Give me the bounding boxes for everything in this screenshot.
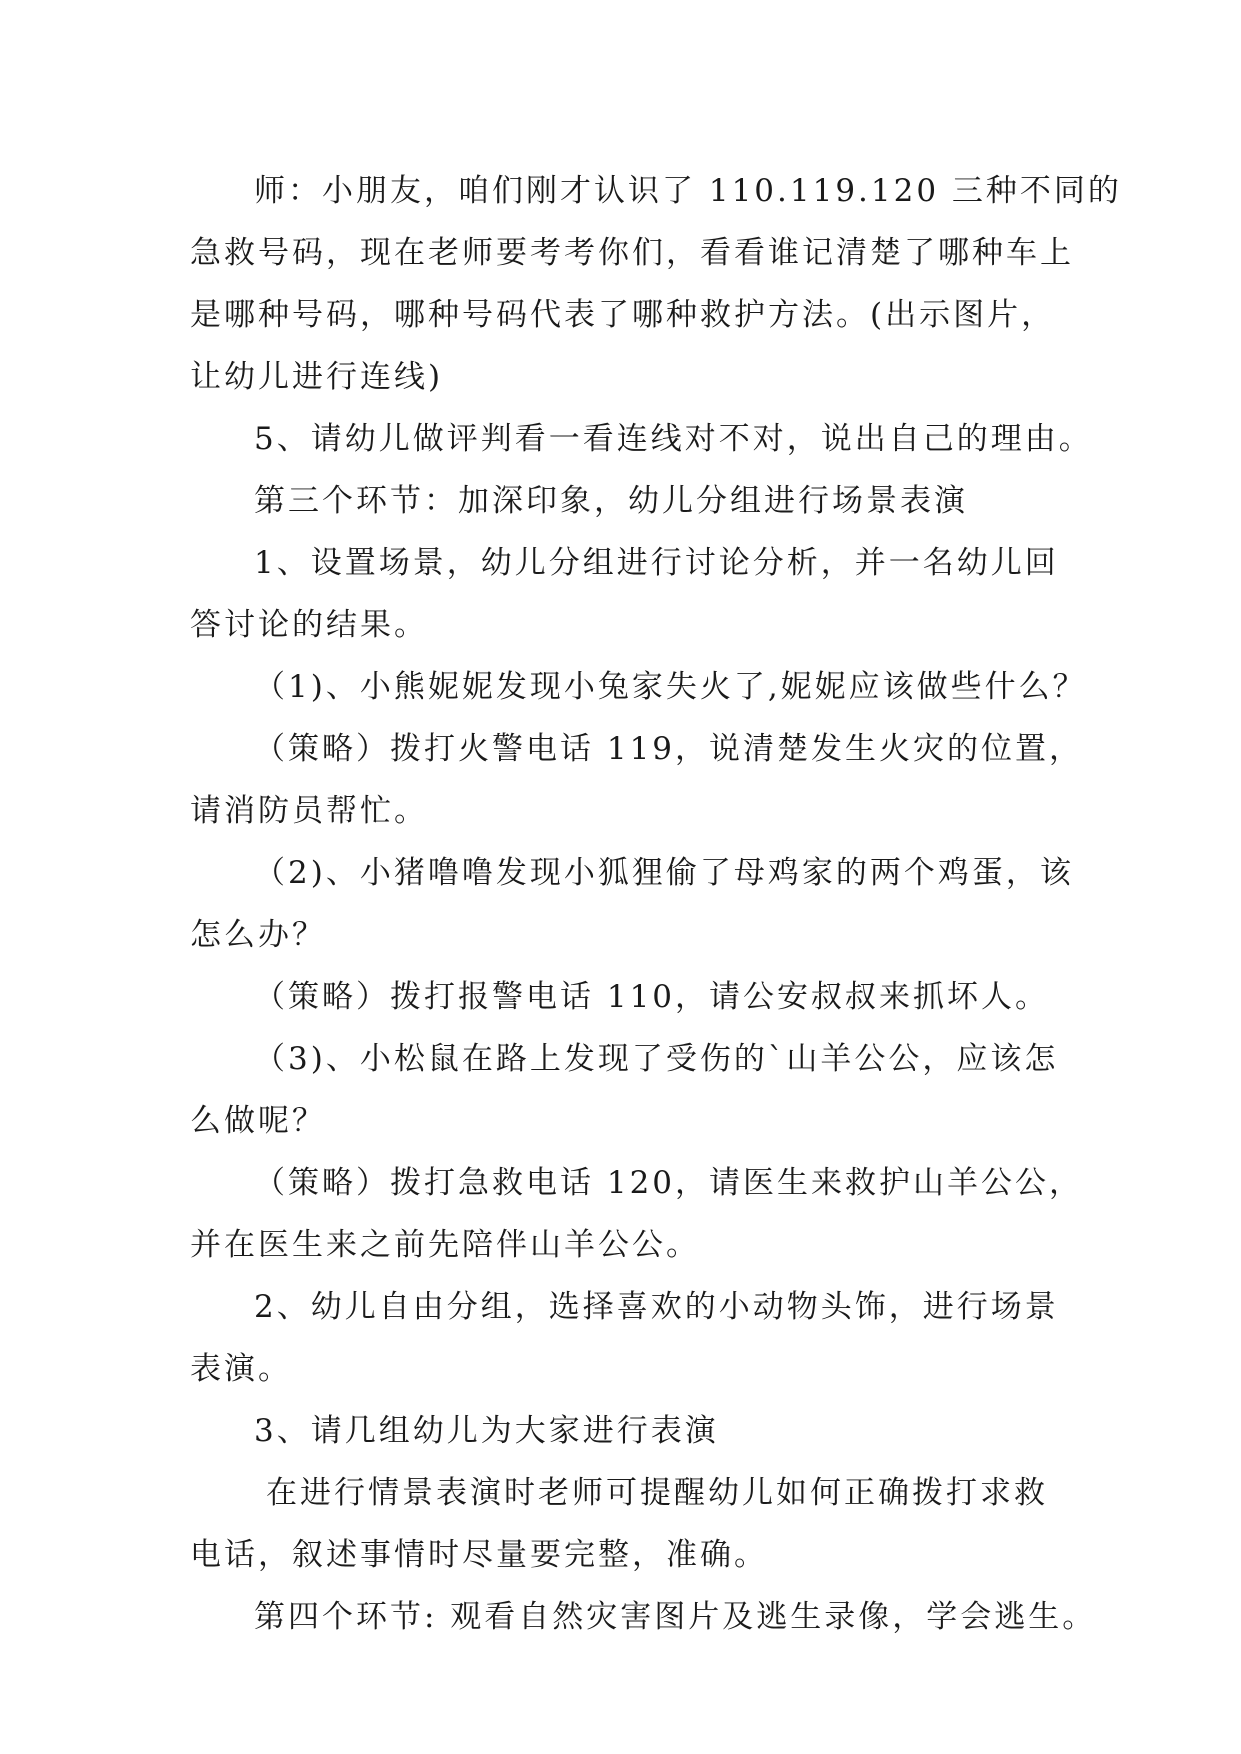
- paragraph-line: 表演。: [190, 1351, 292, 1387]
- paragraph-line: 2、幼儿自由分组，选择喜欢的小动物头饰，进行场景: [254, 1289, 1059, 1325]
- section-heading: 第三个环节：加深印象，幼儿分组进行场景表演: [254, 483, 968, 519]
- scenario-question: （3)、小松鼠在路上发现了受伤的`山羊公公，应该怎: [254, 1041, 1059, 1077]
- paragraph-line: 电话，叙述事情时尽量要完整，准确。: [190, 1537, 768, 1573]
- document-body: [190, 160, 1122, 1648]
- paragraph-line: 1、设置场景，幼儿分组进行讨论分析，并一名幼儿回: [254, 545, 1059, 581]
- paragraph-line: 是哪种号码，哪种号码代表了哪种救护方法。(出示图片，: [190, 297, 1056, 333]
- paragraph-line: 让幼儿进行连线): [190, 359, 444, 395]
- strategy-line: 请消防员帮忙。: [190, 793, 428, 829]
- scenario-question: （2)、小猪噜噜发现小狐狸偷了母鸡家的两个鸡蛋，该: [254, 855, 1074, 891]
- strategy-line: （策略）拨打报警电话 110，请公安叔叔来抓坏人。: [254, 979, 1050, 1015]
- section-heading: 第四个环节: 观看自然灾害图片及逃生录像，学会逃生。: [254, 1599, 1097, 1635]
- paragraph-line: 答讨论的结果。: [190, 607, 428, 643]
- strategy-line: （策略）拨打火警电话 119，说清楚发生火灾的位置，: [254, 731, 1084, 767]
- scenario-question: 怎么办？: [190, 917, 326, 953]
- paragraph-line: 师：小朋友，咱们刚才认识了 110.119.120 三种不同的: [254, 173, 1122, 209]
- strategy-line: （策略）拨打急救电话 120，请医生来救护山羊公公，: [254, 1165, 1084, 1201]
- scenario-question: 么做呢？: [190, 1103, 326, 1139]
- paragraph-line: 在进行情景表演时老师可提醒幼儿如何正确拨打求救: [266, 1475, 1048, 1511]
- paragraph-line: 急救号码，现在老师要考考你们，看看谁记清楚了哪种车上: [190, 235, 1074, 271]
- paragraph-line: 3、请几组幼儿为大家进行表演: [254, 1413, 719, 1449]
- strategy-line: 并在医生来之前先陪伴山羊公公。: [190, 1227, 700, 1263]
- paragraph-line: 5、请幼儿做评判看一看连线对不对，说出自己的理由。: [254, 421, 1093, 457]
- scenario-question: （1)、小熊妮妮发现小兔家失火了,妮妮应该做些什么？: [254, 669, 1087, 705]
